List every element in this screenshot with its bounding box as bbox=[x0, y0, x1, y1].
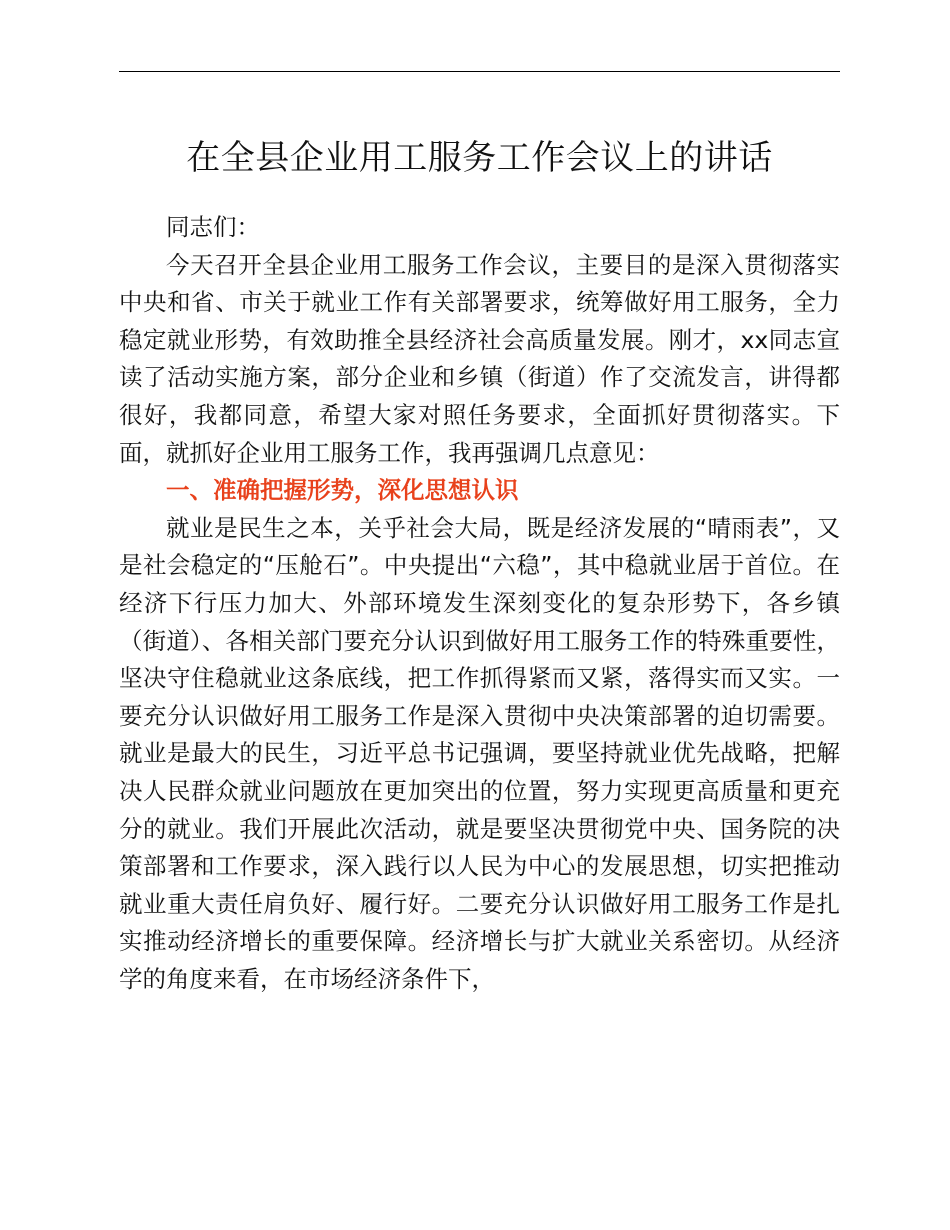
section-heading-1: 一、准确把握形势，深化思想认识 bbox=[166, 476, 519, 505]
paragraph-section-1: 就业是民生之本，关乎社会大局，既是经济发展的“晴雨表”，又是社会稳定的“压舱石”。中央提出“六稳”，其中稳就业居于首位。在经济下行压力加大、外部环境发生深刻变化的复杂形势下，各乡镇（街道）、各相关部门要充分认识到做好用工服务工作的特殊重要性，坚决守住稳就业这条底线，把工作抓得紧而又紧，落得实而又实。一要充分认识做好用工服务工作是深入贯彻中央决策部署的迫切需要。就业是最大的民生，习近平总书记强调，要坚持就业优先战略，把解决人民群众就业问题放在更加突出的位置，努力实现更高质量和更充分的就业。我们开展此次活动，就是要坚决贯彻党中央、国务院的决策部署和工作要求，深入践行以人民为中心的发展思想，切实把推动就业重大责任肩负好、履行好。二要充分认识做好用工服务工作是扎实推动经济增长的重要保障。经济增长与扩大就业关系密切。从经济学的角度来看，在市场经济条件下， bbox=[119, 513, 840, 993]
paragraph-intro: 今天召开全县企业用工服务工作会议，主要目的是深入贯彻落实中央和省、市关于就业工作有关部署要求，统筹做好用工服务，全力稳定就业形势，有效助推全县经济社会高质量发展。刚才，xx同志宣读了活动实施方案，部分企业和乡镇（街道）作了交流发言，讲得都很好，我都同意，希望大家对照任务要求，全面抓好贯彻落实。下面，就抓好企业用工服务工作，我再强调几点意见： bbox=[119, 250, 840, 467]
document-body bbox=[119, 209, 840, 998]
header-rule bbox=[119, 71, 840, 72]
document-title: 在全县企业用工服务工作会议上的讲话 bbox=[186, 138, 773, 178]
salutation: 同志们： bbox=[166, 213, 260, 241]
